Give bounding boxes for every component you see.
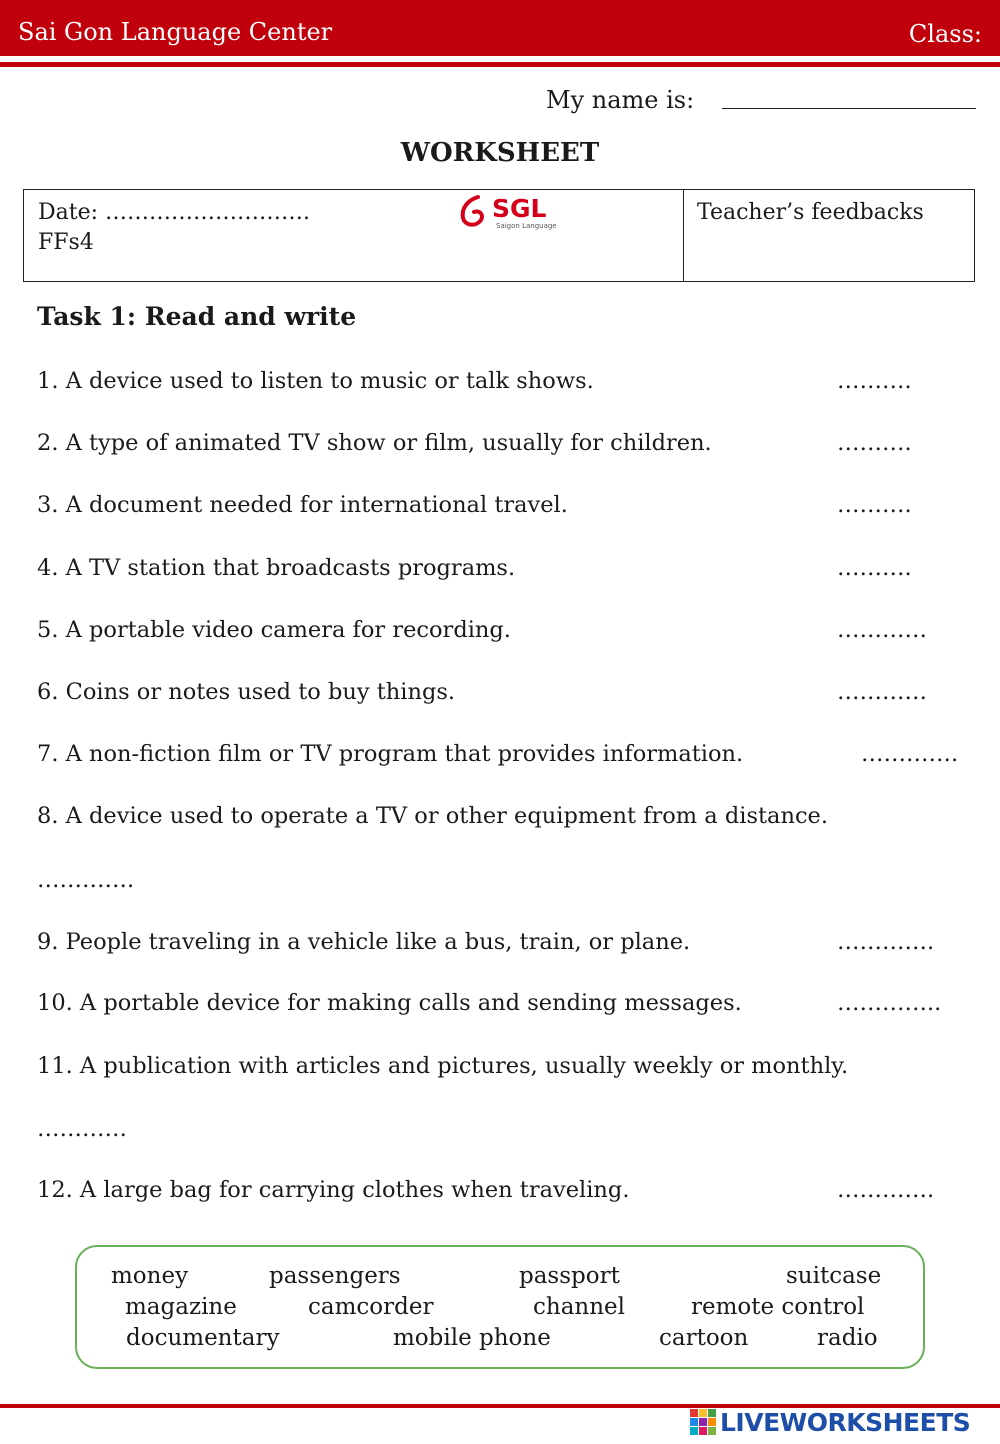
sgl-logo-subtext: Saigon Language xyxy=(496,222,557,230)
sgl-logo xyxy=(456,194,566,234)
answer-blank-5[interactable]: ………… xyxy=(837,617,927,643)
answer-blank-10[interactable]: ………….. xyxy=(837,990,942,1016)
question-3: 3. A document needed for international travel. xyxy=(37,492,568,518)
center-name: Sai Gon Language Center xyxy=(18,18,333,46)
question-10: 10. A portable device for making calls and sending messages. xyxy=(37,990,742,1016)
date-field[interactable]: Date: ………………………. xyxy=(38,200,311,225)
info-box-divider xyxy=(683,190,684,281)
liveworksheets-grid-icon xyxy=(690,1409,716,1435)
teacher-feedback-label: Teacher’s feedbacks xyxy=(697,200,924,225)
word-bank-item: channel xyxy=(533,1294,625,1320)
question-8: 8. A device used to operate a TV or other equipment from a distance. xyxy=(37,803,829,829)
question-6: 6. Coins or notes used to buy things. xyxy=(37,679,456,705)
answer-blank-6[interactable]: ………… xyxy=(837,679,927,705)
question-5: 5. A portable video camera for recording. xyxy=(37,617,511,643)
liveworksheets-brand: LIVEWORKSHEETS xyxy=(720,1407,971,1437)
liveworksheets-logo[interactable] xyxy=(690,1408,970,1436)
header-bar xyxy=(0,0,1000,56)
answer-blank-8[interactable]: …………. xyxy=(37,867,135,893)
question-7: 7. A non-fiction film or TV program that provides information. xyxy=(37,741,744,767)
name-input-line[interactable] xyxy=(722,108,976,109)
word-bank-item: cartoon xyxy=(659,1325,749,1351)
word-bank-item: camcorder xyxy=(308,1294,434,1320)
question-4: 4. A TV station that broadcasts programs. xyxy=(37,555,516,581)
word-bank-item: passport xyxy=(519,1263,620,1289)
word-bank xyxy=(75,1245,925,1369)
question-1: 1. A device used to listen to music or talk shows. xyxy=(37,368,594,394)
sgl-logo-text: SGL xyxy=(492,194,547,223)
answer-blank-3[interactable]: ………. xyxy=(837,492,912,518)
header-divider xyxy=(0,62,1000,67)
sgl-swirl-icon xyxy=(456,194,492,230)
answer-blank-9[interactable]: …………. xyxy=(837,929,935,955)
answer-blank-12[interactable]: …………. xyxy=(837,1177,935,1203)
word-bank-item: passengers xyxy=(269,1263,401,1289)
task-title: Task 1: Read and write xyxy=(37,302,357,331)
question-12: 12. A large bag for carrying clothes when traveling. xyxy=(37,1177,630,1203)
worksheet-title: WORKSHEET xyxy=(400,138,600,168)
word-bank-item: suitcase xyxy=(786,1263,882,1289)
word-bank-item: documentary xyxy=(126,1325,280,1351)
word-bank-item: remote control xyxy=(691,1294,865,1320)
answer-blank-7[interactable]: …………. xyxy=(861,741,959,767)
word-bank-item: radio xyxy=(817,1325,878,1351)
answer-blank-11[interactable]: ………… xyxy=(37,1116,127,1142)
word-bank-item: money xyxy=(111,1263,189,1289)
name-label: My name is: xyxy=(546,86,695,114)
answer-blank-4[interactable]: ………. xyxy=(837,555,912,581)
question-11: 11. A publication with articles and pictures, usually weekly or monthly. xyxy=(37,1053,849,1079)
class-label: Class: xyxy=(908,20,982,48)
info-box xyxy=(23,189,975,282)
question-9: 9. People traveling in a vehicle like a bus, train, or plane. xyxy=(37,929,691,955)
word-bank-item: magazine xyxy=(125,1294,237,1320)
answer-blank-2[interactable]: ………. xyxy=(837,430,912,456)
word-bank-item: mobile phone xyxy=(393,1325,551,1351)
answer-blank-1[interactable]: ………. xyxy=(837,368,912,394)
worksheet-code: FFs4 xyxy=(38,230,94,255)
question-2: 2. A type of animated TV show or film, usually for children. xyxy=(37,430,712,456)
